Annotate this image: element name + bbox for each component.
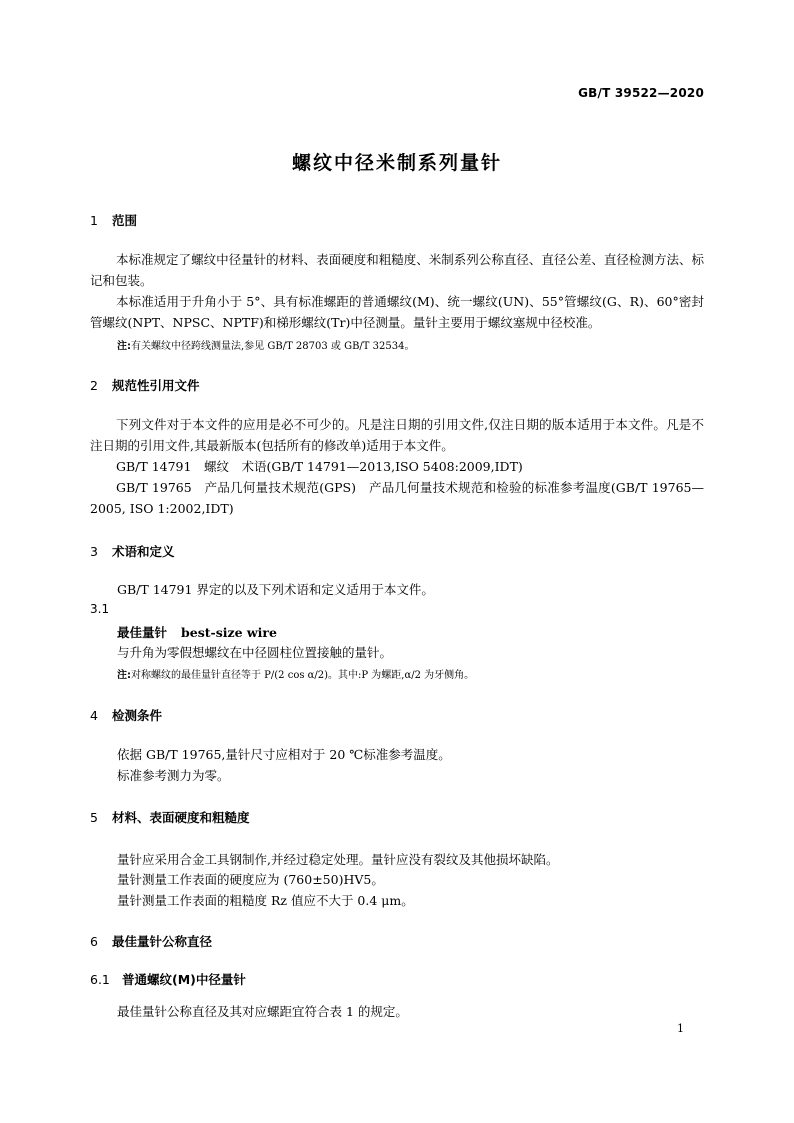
section-3-heading xyxy=(90,542,175,560)
test-condition-line-2: 标准参考测力为零。 xyxy=(117,768,230,783)
note-text: 对称螺纹的最佳量针直径等于 P/(2 cos α/2)。其中:P 为螺距,α/2 为牙侧角。 xyxy=(131,670,475,681)
best-size-wire-line: 最佳量针公称直径及其对应螺距宜符合表 1 的规定。 xyxy=(117,1004,408,1019)
section-title: 材料、表面硬度和粗糙度 xyxy=(112,810,250,825)
section-title: 术语和定义 xyxy=(112,544,175,559)
material-line-2: 量针测量工作表面的硬度应为 (760±50)HV5。 xyxy=(117,872,384,887)
section-6-heading xyxy=(90,932,212,950)
scope-paragraph-2: 本标准适用于升角小于 5°、具有标准螺距的普通螺纹(M)、统一螺纹(UN)、55°管螺纹(G、R)、60°密封管螺纹(NPT、NPSC、NPTF)和梯形螺纹(Tr)中径测量。量针主要用于螺纹塞规中径校准。 xyxy=(90,294,704,330)
scope-paragraph-1: 本标准规定了螺纹中径量针的材料、表面硬度和粗糙度、米制系列公称直径、直径公差、直径检测方法、标记和包装。 xyxy=(90,252,704,288)
term-chinese: 最佳量针 xyxy=(117,625,168,640)
term-entry xyxy=(117,623,277,641)
section-4-heading xyxy=(90,706,162,724)
subsection-6-1-heading xyxy=(90,970,246,988)
term-english: best-size wire xyxy=(181,625,277,640)
document-title: 螺纹中径米制系列量针 xyxy=(291,152,502,174)
section-number: 1 xyxy=(90,213,98,228)
page-number: 1 xyxy=(677,1022,684,1035)
scope-note xyxy=(117,337,414,352)
reference-gbt-14791: GB/T 14791 螺纹 术语(GB/T 14791—2013,ISO 5408:2009,IDT) xyxy=(116,459,523,474)
note-text: 有关螺纹中径跨线测量法,参见 GB/T 28703 或 GB/T 32534。 xyxy=(131,341,415,352)
section-number: 2 xyxy=(90,378,98,393)
term-note xyxy=(117,666,474,681)
terms-intro: GB/T 14791 界定的以及下列术语和定义适用于本文件。 xyxy=(117,582,434,597)
clause-number: 3.1 xyxy=(90,602,110,616)
test-condition-line-1: 依据 GB/T 19765,量针尺寸应相对于 20 ℃标准参考温度。 xyxy=(117,747,451,762)
material-line-1: 量针应采用合金工具钢制作,并经过稳定处理。量针应没有裂纹及其他损坏缺陷。 xyxy=(117,852,559,867)
section-title: 检测条件 xyxy=(112,708,163,723)
section-2-heading xyxy=(90,376,200,394)
section-number: 4 xyxy=(90,708,98,723)
subsection-title: 普通螺纹(M)中径量针 xyxy=(122,972,246,987)
material-line-3: 量针测量工作表面的粗糙度 Rz 值应不大于 0.4 μm。 xyxy=(117,893,414,908)
note-label: 注: xyxy=(117,670,131,681)
section-number: 3 xyxy=(90,544,98,559)
section-number: 6 xyxy=(90,934,98,949)
section-title: 规范性引用文件 xyxy=(112,378,200,393)
section-5-heading xyxy=(90,808,250,826)
note-label: 注: xyxy=(117,341,131,352)
normative-references-paragraph: 下列文件对于本文件的应用是必不可少的。凡是注日期的引用文件,仅注日期的版本适用于本文件。凡是不注日期的引用文件,其最新版本(包括所有的修改单)适用于本文件。 xyxy=(90,417,704,453)
standard-code: GB/T 39522—2020 xyxy=(578,86,704,100)
reference-gbt-19765: GB/T 19765 产品几何量技术规范(GPS) 产品几何量技术规范和检验的标准参考温度(GB/T 19765—2005, ISO 1:2002,IDT) xyxy=(90,480,704,516)
section-title: 最佳量针公称直径 xyxy=(112,934,213,949)
term-definition: 与升角为零假想螺纹在中径圆柱位置接触的量针。 xyxy=(117,645,393,660)
subsection-number: 6.1 xyxy=(90,972,110,987)
section-number: 5 xyxy=(90,810,98,825)
section-1-heading xyxy=(90,211,137,229)
section-title: 范围 xyxy=(112,213,138,228)
